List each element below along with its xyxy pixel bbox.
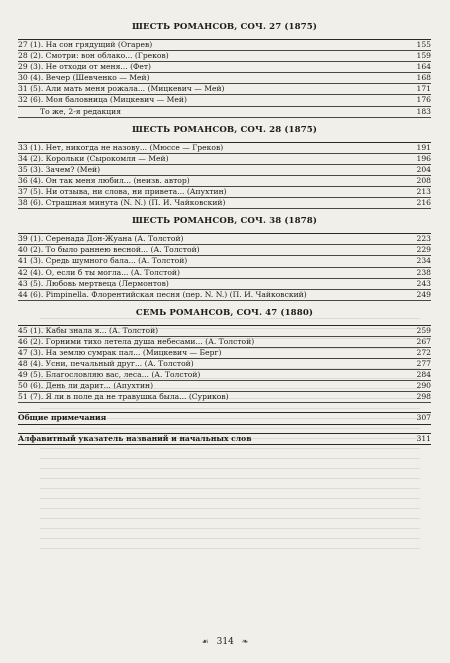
entry-title: 37 (5). Ни отзыва, ни слова, ни привета... (Апухтин) <box>18 187 227 197</box>
entry-title: 44 (6). Pimpinella. Флорентийская песня (пер. N. N.) (П. И. Чайковский) <box>18 289 307 299</box>
entry-list <box>18 39 431 118</box>
entry-page-number: 196 <box>416 153 431 163</box>
entry-page-number: 159 <box>416 51 431 61</box>
toc-entry <box>18 325 431 337</box>
entry-page-number: 176 <box>416 95 431 105</box>
toc-section <box>18 125 431 210</box>
entry-title: 42 (4). О, если б ты могла... (А. Толстой) <box>18 267 180 277</box>
section-title: ШЕСТЬ РОМАНСОВ, СОЧ. 27 (1875) <box>131 22 318 32</box>
entry-page-number: 208 <box>416 175 431 185</box>
toc-entry <box>18 62 431 73</box>
entry-page-number: 238 <box>416 267 431 277</box>
entry-title: 48 (4). Усни, печальный друг... (А. Толстой) <box>18 359 194 369</box>
entry-title: 49 (5). Благословляю вас, леса... (А. Толстой) <box>18 370 201 380</box>
toc-entry <box>18 73 431 84</box>
entry-title: 36 (4). Он так меня любил... (неизв. автор) <box>18 175 190 185</box>
toc-entry <box>18 245 431 256</box>
ornament-left-icon: ☙ <box>201 637 209 646</box>
toc-entry <box>18 142 431 154</box>
section-title: СЕМЬ РОМАНСОВ, СОЧ. 47 (1880) <box>135 307 314 318</box>
entry-title: 50 (6). День ли дарит... (Апухтин) <box>18 381 154 391</box>
general-notes-entry <box>18 412 431 425</box>
entry-page-number: 259 <box>416 325 431 335</box>
toc-entry <box>18 268 431 279</box>
entry-title: 39 (1). Серенада Дон-Жуана (А. Толстой) <box>18 234 184 244</box>
entry-page-number: 284 <box>416 370 431 380</box>
toc-entry <box>18 39 431 51</box>
entry-title: 30 (4). Вечер (Шевченко — Мей) <box>18 73 150 83</box>
toc-entry <box>18 279 431 290</box>
toc-section <box>18 308 431 404</box>
toc-entry <box>18 198 431 209</box>
entry-page-number: 191 <box>416 142 431 152</box>
toc-entry <box>18 256 431 267</box>
section-title: ШЕСТЬ РОМАНСОВ, СОЧ. 38 (1878) <box>131 216 318 227</box>
section-title: ШЕСТЬ РОМАНСОВ, СОЧ. 28 (1875) <box>131 124 318 135</box>
entry-page-number: 204 <box>416 164 431 174</box>
page-number: 314 <box>216 637 234 647</box>
entry-page-number: 223 <box>416 234 431 244</box>
toc-entry <box>18 107 431 118</box>
entry-title: 31 (5). Али мать меня рожала... (Мицкевич — Мей) <box>18 84 225 94</box>
entry-page-number: 243 <box>416 278 431 288</box>
entry-page-number: 229 <box>416 245 431 255</box>
toc-entry <box>18 176 431 187</box>
toc-sections <box>18 22 431 403</box>
entry-title: 33 (1). Нет, никогда не назову... (Мюссе — Греков) <box>18 142 224 152</box>
entry-page-number: 249 <box>416 289 431 299</box>
entry-title: 43 (5). Любовь мертвеца (Лермонтов) <box>18 278 169 288</box>
entry-title: 29 (3). Не отходи от меня... (Фет) <box>18 62 151 72</box>
entry-list <box>18 142 431 210</box>
toc-tail <box>18 412 431 445</box>
toc-entry <box>18 95 431 106</box>
entry-title: 34 (2). Корольки (Сырокомля — Мей) <box>18 153 169 163</box>
entry-page-number: 216 <box>416 198 431 208</box>
entry-page-number: 183 <box>416 106 431 116</box>
entry-title: 47 (3). На землю сумрак пал... (Мицкевич — Берг) <box>18 347 222 357</box>
entry-page-number: 164 <box>416 62 431 72</box>
entry-page-number: 171 <box>416 84 431 94</box>
toc-section <box>18 216 431 301</box>
toc-entry <box>18 84 431 95</box>
toc-entry <box>18 392 431 403</box>
entry-title: 28 (2). Смотри: вон облако... (Греков) <box>18 51 169 61</box>
toc-entry <box>18 233 431 245</box>
entry-title: 41 (3). Средь шумного бала... (А. Толстой) <box>18 256 188 266</box>
toc-entry <box>18 187 431 198</box>
entry-title: 38 (6). Страшная минута (N. N.) (П. И. Чайковский) <box>18 198 226 208</box>
entry-title: Общие примечания <box>18 413 107 423</box>
entry-page-number: 267 <box>416 336 431 346</box>
entry-page-number: 307 <box>416 413 431 423</box>
entry-page-number: 277 <box>416 359 431 369</box>
toc-entry <box>18 381 431 392</box>
entry-page-number: 298 <box>416 392 431 402</box>
entry-page-number: 155 <box>416 40 431 49</box>
entry-page-number: 168 <box>416 73 431 83</box>
entry-title: 35 (3). Зачем? (Мей) <box>18 164 101 174</box>
toc-entry <box>18 359 431 370</box>
entry-title: 51 (7). Я ли в поле да не травушка была... (Суриков) <box>18 392 229 402</box>
toc-entry <box>18 154 431 165</box>
ornament-right-icon: ❧ <box>241 637 249 646</box>
entry-page-number: 311 <box>416 433 431 443</box>
entry-title: 40 (2). То было раннею весной... (А. Толстой) <box>18 245 200 255</box>
entry-title: 32 (6). Моя баловница (Мицкевич — Мей) <box>18 95 187 105</box>
entry-title: То же, 2-я редакция <box>40 106 121 116</box>
alphabetical-index-entry <box>18 433 431 446</box>
entry-page-number: 272 <box>416 347 431 357</box>
table-of-contents <box>18 22 431 453</box>
entry-list <box>18 325 431 404</box>
entry-list <box>18 233 431 301</box>
entry-page-number: 234 <box>416 256 431 266</box>
toc-entry <box>18 348 431 359</box>
toc-entry <box>18 337 431 348</box>
entry-title: 46 (2). Горними тихо летела душа небесами... (А. Толстой) <box>18 336 255 346</box>
entry-page-number: 290 <box>416 381 431 391</box>
toc-section <box>18 22 431 118</box>
toc-entry <box>18 290 431 301</box>
entry-title: 45 (1). Кабы знала я... (А. Толстой) <box>18 325 159 335</box>
entry-page-number: 213 <box>416 187 431 197</box>
toc-entry <box>18 165 431 176</box>
entry-title: Алфавитный указатель названий и начальных слов <box>18 433 252 443</box>
entry-title: 27 (1). На сон грядущий (Огарев) <box>18 40 153 49</box>
toc-entry <box>18 370 431 381</box>
toc-entry <box>18 51 431 62</box>
page-footer <box>0 637 450 647</box>
